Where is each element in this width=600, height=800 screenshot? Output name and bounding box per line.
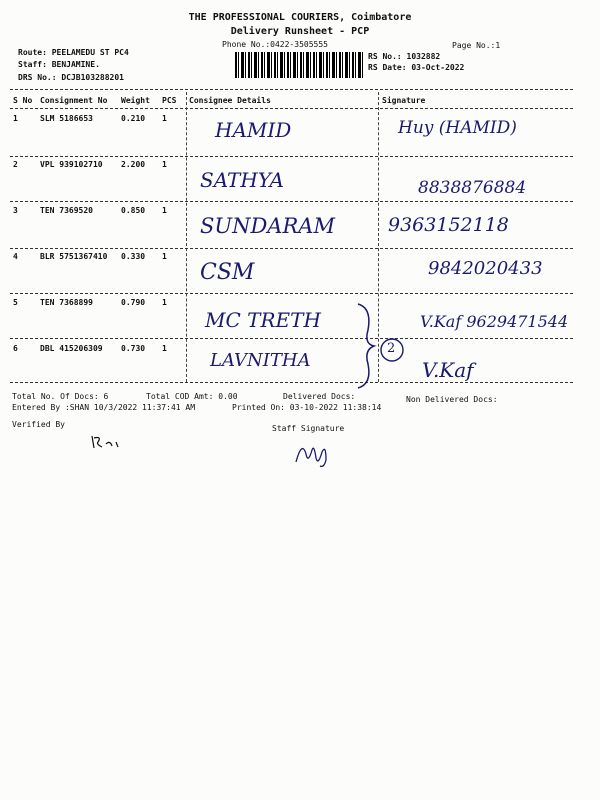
- total-docs: Total No. Of Docs: 6: [12, 392, 109, 401]
- col-consignee: Consignee Details: [189, 96, 271, 105]
- total-cod: Total COD Amt: 0.00: [146, 392, 238, 401]
- col-sno: S No: [13, 96, 33, 105]
- col-pcs: PCS: [162, 96, 177, 105]
- row-sno: 2: [13, 160, 18, 169]
- row-signature: 9842020433: [428, 258, 543, 279]
- row-consignee: CSM: [200, 260, 255, 285]
- delivered-docs: Delivered Docs:: [283, 392, 356, 401]
- row-consignee: SUNDARAM: [200, 214, 335, 238]
- col-weight: Weight: [121, 96, 150, 105]
- row-rule: [10, 248, 573, 249]
- row-sno: 4: [13, 252, 18, 261]
- table-top-rule: [10, 89, 573, 90]
- row-weight: 2.200: [121, 160, 146, 169]
- row-consignment: TEN 7368899: [40, 298, 93, 307]
- row-consignee: MC TRETH: [205, 308, 321, 332]
- printed-on: Printed On: 03-10-2022 11:38:14: [232, 403, 382, 412]
- table-bottom-rule: [10, 382, 573, 383]
- col-signature: Signature: [382, 96, 426, 105]
- row-consignee: HAMID: [215, 118, 292, 142]
- document-title: Delivery Runsheet - PCP: [230, 26, 370, 37]
- row-rule: [10, 201, 573, 202]
- row-pcs: 1: [162, 206, 167, 215]
- row-sno: 6: [13, 344, 18, 353]
- row-signature: V.Kaf 9629471544: [420, 312, 569, 331]
- row-consignment: TEN 7369520: [40, 206, 93, 215]
- drs-number: DRS No.: DCJB103288201: [18, 73, 124, 82]
- row-signature: 8838876884: [418, 178, 527, 198]
- row-pcs: 1: [162, 298, 167, 307]
- page-number: Page No.:1: [452, 41, 501, 50]
- row-rule: [10, 156, 573, 157]
- row-rule: [10, 338, 573, 339]
- company-title: THE PROFESSIONAL COURIERS, Coimbatore: [188, 12, 412, 23]
- staff: Staff: BENJAMINE.: [18, 60, 100, 69]
- row-signature: 9363152118: [388, 214, 509, 236]
- row-consignment: SLM 5186653: [40, 114, 93, 123]
- verified-by-signature: [88, 432, 128, 452]
- row-consignment: VPL 939102710: [40, 160, 103, 169]
- row-rule: [10, 293, 573, 294]
- row-sno: 3: [13, 206, 18, 215]
- row-weight: 0.730: [121, 344, 146, 353]
- table-header-rule: [10, 108, 573, 109]
- rs-date: RS Date: 03-Oct-2022: [368, 63, 465, 72]
- row-pcs: 1: [162, 160, 167, 169]
- rs-number: RS No.: 1032882: [368, 52, 441, 61]
- row-signature: V.Kaf: [422, 358, 474, 382]
- row-pcs: 1: [162, 114, 167, 123]
- row-signature: Huy (HAMID): [398, 118, 517, 138]
- row-weight: 0.790: [121, 298, 146, 307]
- circled-note: 2: [387, 341, 396, 356]
- brace-mark: [350, 300, 410, 390]
- phone-number: Phone No.:0422-3505555: [222, 40, 328, 49]
- row-weight: 0.330: [121, 252, 146, 261]
- verified-by-label: Verified By: [12, 420, 65, 429]
- row-weight: 0.210: [121, 114, 146, 123]
- entered-by: Entered By :SHAN 10/3/2022 11:37:41 AM: [12, 403, 196, 412]
- row-consignment: BLR 5751367410: [40, 252, 108, 261]
- staff-signature: [292, 436, 342, 470]
- row-consignee: SATHYA: [200, 168, 284, 192]
- non-delivered-docs: Non Delivered Docs:: [406, 395, 498, 404]
- route: Route: PEELAMEDU ST PC4: [18, 48, 129, 57]
- col-consignment: Consignment No: [40, 96, 108, 105]
- row-sno: 1: [13, 114, 18, 123]
- staff-signature-label: Staff Signature: [272, 424, 345, 433]
- row-weight: 0.850: [121, 206, 146, 215]
- row-pcs: 1: [162, 344, 167, 353]
- row-consignment: DBL 415206309: [40, 344, 103, 353]
- barcode: [235, 52, 363, 78]
- row-pcs: 1: [162, 252, 167, 261]
- row-consignee: LAVNITHA: [210, 350, 311, 371]
- row-sno: 5: [13, 298, 18, 307]
